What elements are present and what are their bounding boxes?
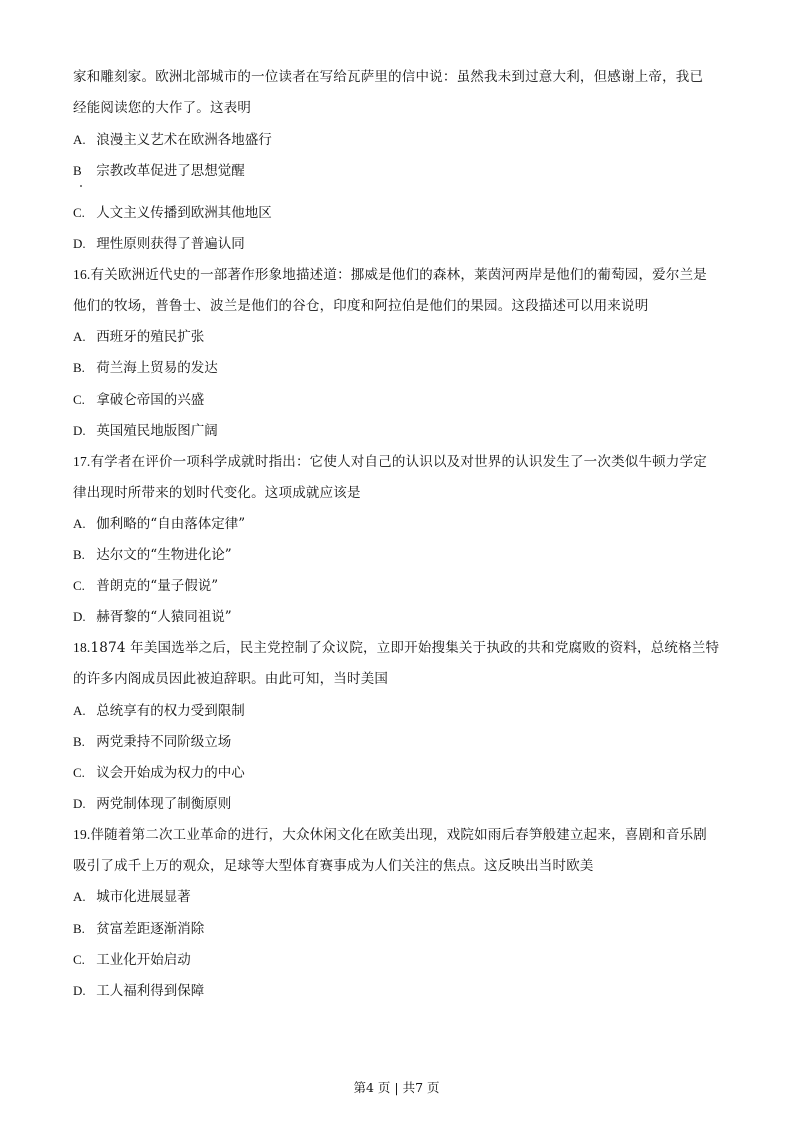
option-letter: C.	[73, 392, 85, 407]
q18-option-b	[73, 733, 231, 751]
option-text: 工人福利得到保障	[96, 983, 205, 999]
q19-stem-line1	[73, 826, 723, 844]
q16-stem-text: 有关欧洲近代史的一部著作形象地描述道：挪威是他们的森林，莱茵河两岸是他们的葡萄园，爱尔兰是	[90, 267, 707, 283]
q16-stem-line2: 他们的牧场，普鲁士、波兰是他们的谷仓，印度和阿拉伯是他们的果园。这段描述可以用来说明	[73, 298, 649, 314]
q15-stem-line2: 经能阅读您的大作了。这表明	[73, 100, 252, 116]
q18-option-d	[73, 795, 231, 813]
q17-stem-line1	[73, 453, 723, 471]
option-letter: A.	[73, 329, 86, 344]
q17-option-a	[73, 515, 245, 533]
question-number: 17.	[73, 454, 91, 469]
option-text: 浪漫主义艺术在欧洲各地盛行	[96, 132, 272, 148]
q16-option-a	[73, 328, 204, 346]
q17-option-d	[73, 608, 232, 626]
stray-mark	[80, 185, 82, 187]
q19-option-b	[73, 920, 204, 938]
option-letter: C.	[73, 765, 85, 780]
page-footer: 第4 页 | 共7 页	[353, 1080, 440, 1095]
option-letter: B.	[73, 734, 85, 749]
q18-stem-line1	[73, 639, 723, 657]
option-letter: D.	[73, 609, 86, 624]
question-number: 16.	[73, 267, 91, 282]
option-letter: D.	[73, 983, 86, 998]
option-letter: B.	[73, 547, 85, 562]
option-letter: D.	[73, 423, 86, 438]
option-text: 伽利略的“自由落体定律”	[96, 516, 246, 532]
q17-option-b	[73, 546, 232, 564]
q15-option-c	[73, 204, 272, 222]
question-number: 18.	[73, 640, 91, 655]
q17-stem-line2: 律出现时所带来的划时代变化。这项成就应该是	[73, 485, 361, 501]
q15-option-b	[73, 162, 245, 180]
option-text: 城市化进展显著	[96, 889, 191, 905]
option-letter: A.	[73, 889, 86, 904]
q16-option-d	[73, 422, 218, 440]
q18-stem-line2: 的许多内阁成员因此被迫辞职。由此可知，当时美国	[73, 671, 389, 687]
option-letter: B.	[73, 360, 85, 375]
option-text: 赫胥黎的“人猿同祖说”	[96, 609, 232, 625]
option-letter: A.	[73, 703, 86, 718]
q18-stem-text: 1874 年美国选举之后，民主党控制了众议院，立即开始搜集关于执政的共和党腐败的资料，总统格兰特	[90, 640, 720, 656]
option-text: 西班牙的殖民扩张	[96, 329, 205, 345]
option-text: 拿破仑帝国的兴盛	[96, 392, 205, 408]
q19-option-a	[73, 888, 191, 906]
option-letter: B.	[73, 921, 85, 936]
option-text: 宗教改革促进了思想觉醒	[96, 163, 245, 179]
option-letter: A.	[73, 516, 86, 531]
option-letter: C.	[73, 205, 85, 220]
q15-option-a	[73, 131, 272, 149]
q16-option-c	[73, 391, 204, 409]
option-text: 英国殖民地版图广阔	[96, 423, 218, 439]
option-letter: A.	[73, 132, 86, 147]
option-letter: C.	[73, 952, 85, 967]
q19-option-c	[73, 951, 191, 969]
q19-stem-text: 伴随着第二次工业革命的进行，大众休闲文化在欧美出现，戏院如雨后春笋般建立起来，喜剧和音乐剧	[90, 827, 707, 843]
option-text: 工业化开始启动	[96, 952, 191, 968]
q16-option-b	[73, 359, 218, 377]
q15-stem-line1: 家和雕刻家。欧洲北部城市的一位读者在写给瓦萨里的信中说：虽然我未到过意大利，但感谢上帝，我已	[73, 69, 704, 85]
q17-stem-text: 有学者在评价一项科学成就时指出：它使人对自己的认识以及对世界的认识发生了一次类似牛顿力学定	[90, 454, 707, 470]
option-text: 达尔文的“生物进化论”	[96, 547, 232, 563]
q19-option-d	[73, 982, 204, 1000]
q18-option-a	[73, 702, 245, 720]
option-text: 总统享有的权力受到限制	[96, 703, 245, 719]
q16-stem-line1	[73, 266, 723, 284]
option-text: 荷兰海上贸易的发达	[96, 360, 218, 376]
option-text: 两党制体现了制衡原则	[96, 796, 232, 812]
option-text: 议会开始成为权力的中心	[96, 765, 245, 781]
q15-option-d	[73, 235, 245, 253]
option-text: 人文主义传播到欧洲其他地区	[96, 205, 272, 221]
option-text: 贫富差距逐渐消除	[96, 921, 205, 937]
option-letter: C.	[73, 578, 85, 593]
option-letter: B	[73, 163, 82, 178]
option-text: 理性原则获得了普遍认同	[96, 236, 245, 252]
option-text: 两党秉持不同阶级立场	[96, 734, 232, 750]
q18-option-c	[73, 764, 245, 782]
q19-stem-line2: 吸引了成千上万的观众，足球等大型体育赛事成为人们关注的焦点。这反映出当时欧美	[73, 858, 594, 874]
q17-option-c	[73, 577, 218, 595]
question-number: 19.	[73, 827, 91, 842]
option-letter: D.	[73, 796, 86, 811]
option-text: 普朗克的“量子假说”	[96, 578, 219, 594]
option-letter: D.	[73, 236, 86, 251]
